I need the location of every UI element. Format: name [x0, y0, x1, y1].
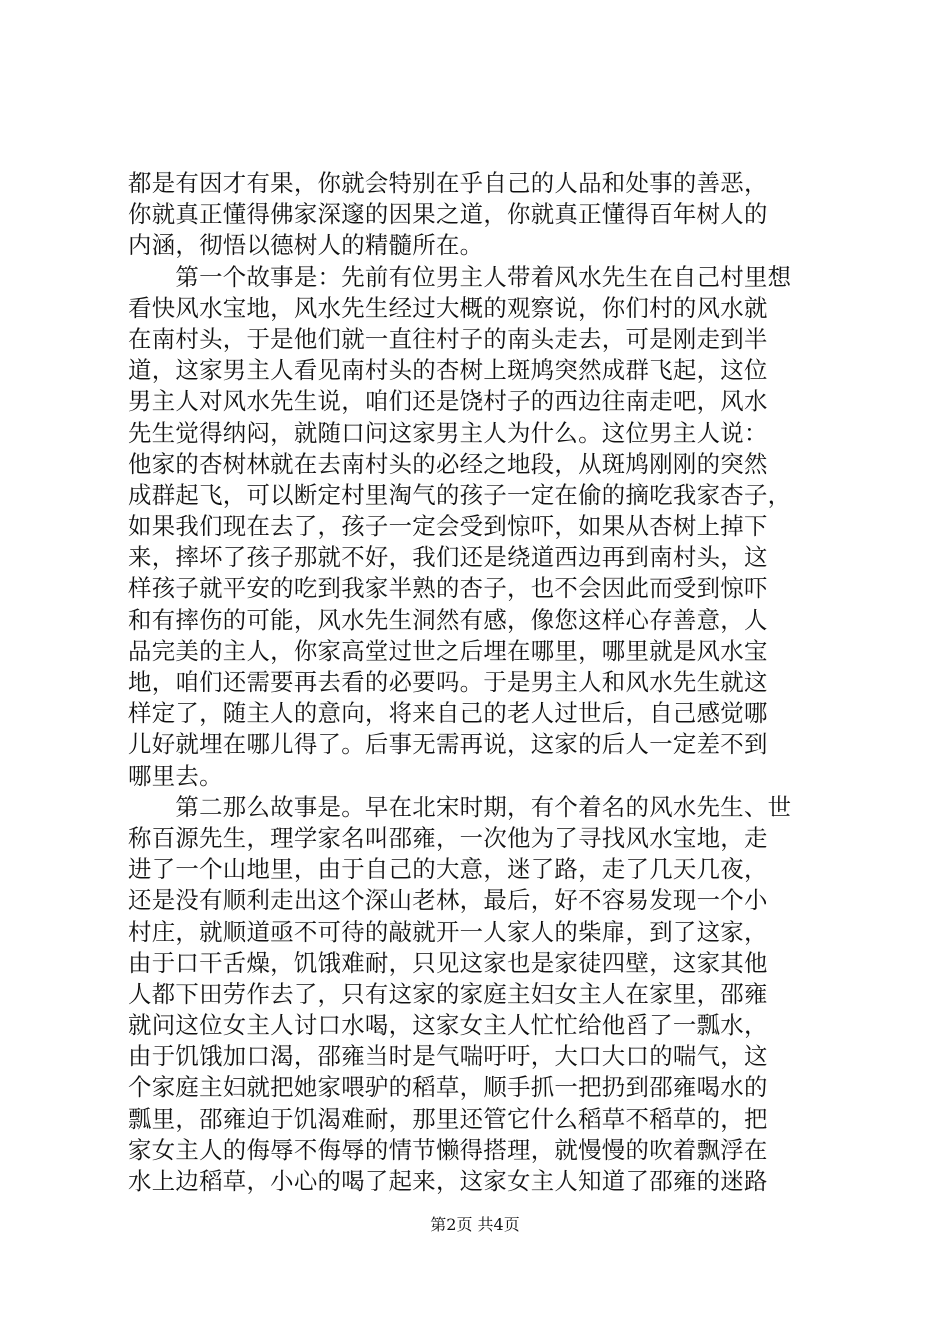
text-line: 称百源先生，理学家名叫邵雍，一次他为了寻找风水宝地，走	[128, 823, 768, 852]
text-line: 样孩子就平安的吃到我家半熟的杏子，也不会因此而受到惊吓	[128, 574, 768, 603]
text-line: 和有摔伤的可能，风水先生洞然有感，像您这样心存善意，人	[128, 605, 768, 634]
text-line: 男主人对风水先生说，咱们还是饶村子的西边往南走吧，风水	[128, 387, 768, 416]
text-line: 村庄，就顺道亟不可待的敲就开一人家人的柴扉，到了这家，	[128, 917, 768, 946]
text-line: 地，咱们还需要再去看的必要吗。于是男主人和风水先生就这	[128, 668, 768, 696]
text-line: 人都下田劳作去了，只有这家的家庭主妇女主人在家里，邵雍	[128, 979, 768, 1008]
text-line: 还是没有顺利走出这个深山老林，最后，好不容易发现一个小	[128, 886, 768, 915]
text-line: 先生觉得纳闷，就随口问这家男主人为什么。这位男主人说：	[128, 418, 768, 447]
text-line: 如果我们现在去了，孩子一定会受到惊吓，如果从杏树上掉下	[128, 512, 768, 541]
text-line: 道，这家男主人看见南村头的杏树上斑鸠突然成群飞起，这位	[128, 356, 768, 385]
text-line: 看快风水宝地，风水先生经过大概的观察说，你们村的风水就	[128, 293, 768, 322]
text-line: 第二那么故事是。早在北宋时期，有个着名的风水先生、世	[128, 792, 792, 821]
text-line: 水上边稻草，小心的喝了起来，这家女主人知道了邵雍的迷路	[128, 1167, 768, 1195]
text-line: 样定了，随主人的意向，将来自己的老人过世后，自己感觉哪	[128, 699, 768, 728]
text-line: 他家的杏树林就在去南村头的必经之地段，从斑鸠刚刚的突然	[128, 449, 768, 478]
text-line: 家女主人的侮辱不侮辱的情节懒得搭理，就慢慢的吹着飘浮在	[128, 1135, 768, 1164]
text-line: 就问这位女主人讨口水喝，这家女主人忙忙给他舀了一瓢水，	[128, 1011, 768, 1040]
text-line: 你就真正懂得佛家深邃的因果之道，你就真正懂得百年树人的	[128, 200, 768, 229]
text-line: 哪里去。	[128, 761, 223, 790]
text-line: 第一个故事是：先前有位男主人带着风水先生在自己村里想	[128, 262, 792, 291]
text-line: 内涵，彻悟以德树人的精髓所在。	[128, 231, 484, 260]
text-line: 成群起飞，可以断定村里淘气的孩子一定在偷的摘吃我家杏子，	[128, 480, 792, 509]
text-line: 瓢里，邵雍迫于饥渴难耐，那里还管它什么稻草不稻草的，把	[128, 1104, 768, 1133]
text-line: 都是有因才有果，你就会特别在乎自己的人品和处事的善恶，	[128, 169, 768, 197]
text-line: 来，摔坏了孩子那就不好，我们还是绕道西边再到南村头，这	[128, 543, 768, 572]
body-text	[128, 168, 832, 1197]
text-line: 在南村头，于是他们就一直往村子的南头走去，可是刚走到半	[128, 324, 768, 353]
text-line: 儿好就埋在哪儿得了。后事无需再说，这家的后人一定差不到	[128, 730, 768, 759]
text-line: 由于口干舌燥，饥饿难耐，只见这家也是家徒四壁，这家其他	[128, 948, 768, 977]
text-line: 进了一个山地里，由于自己的大意，迷了路，走了几天几夜，	[128, 855, 768, 884]
text-line: 品完美的主人，你家高堂过世之后埋在哪里，哪里就是风水宝	[128, 636, 768, 665]
page-footer: 第2页 共4页	[430, 1215, 520, 1234]
text-line: 由于饥饿加口渴，邵雍当时是气喘吁吁，大口大口的喘气，这	[128, 1042, 768, 1071]
text-line: 个家庭主妇就把她家喂驴的稻草，顺手抓一把扔到邵雍喝水的	[128, 1073, 768, 1102]
